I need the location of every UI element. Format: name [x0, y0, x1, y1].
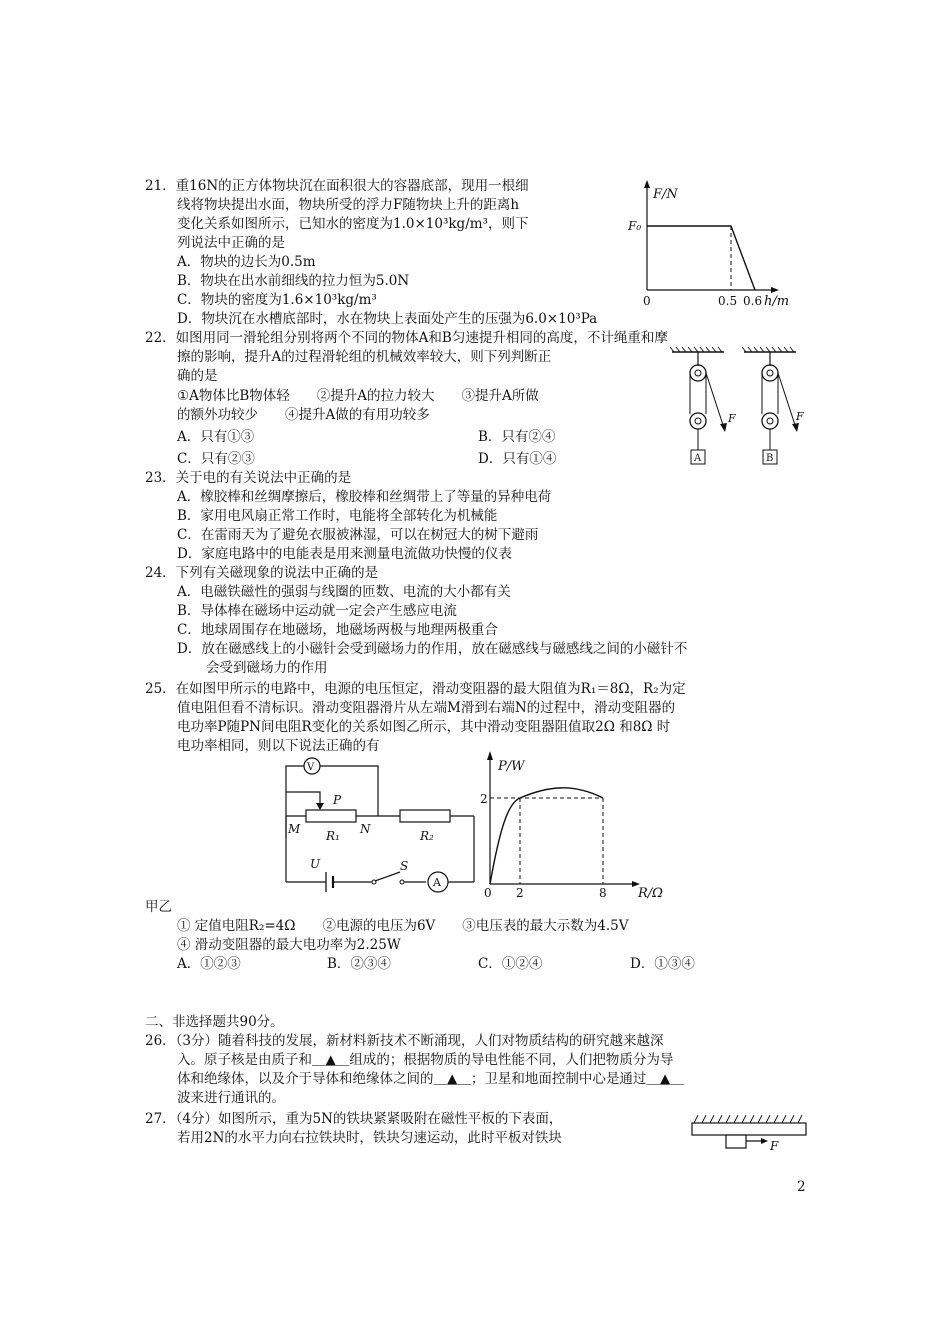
q21-option-a: A．物块的边长为0.5m — [177, 254, 316, 270]
q21-y-label: F/N — [653, 187, 678, 202]
q22-option-a: A．只有①③ — [177, 429, 255, 445]
q22-statement-2: 的额外功较少 ④提升A做的有用功较多 — [177, 407, 430, 423]
q25-figure-caption: 甲乙 — [145, 899, 172, 915]
q25-source-u: U — [310, 857, 321, 871]
q24-option-c: C．地球周围存在地磁场，地磁场两极与地理两极重合 — [177, 622, 498, 638]
q21-origin: 0 — [643, 294, 651, 308]
q27-force-label: F — [770, 1139, 779, 1153]
q25-line-2: 值电阻但看不清标识。滑动变阻器滑片从左端M滑到右端N的过程中，滑动变阻器的 — [177, 700, 676, 716]
q25-option-c: C．①②④ — [478, 956, 543, 972]
q21-x-tick-2: 0.6 — [743, 294, 763, 308]
q22-box-b: B — [766, 453, 774, 464]
q25-terminal-m: M — [288, 822, 301, 836]
q25-y-label: P/W — [498, 759, 525, 774]
q21-y-tick: F₀ — [628, 219, 642, 233]
q22-force-label-left: F — [728, 412, 736, 425]
q25-x-tick-1: 2 — [516, 886, 524, 900]
q24-option-d-cont: 会受到磁场力的作用 — [206, 660, 328, 676]
q27-magnet-figure — [688, 1112, 808, 1154]
q26-line-2: 入。原子核是由质子和＿▲＿组成的；根据物质的导电性能不同，人们把物质分为导 — [177, 1052, 674, 1068]
q25-slider-p: P — [333, 793, 342, 807]
q23-option-b: B．家用电风扇正常工作时，电能将全部转化为机械能 — [177, 508, 498, 524]
q22-statement-1: ①A物体比B物体轻 ②提升A的拉力较大 ③提升A所做 — [177, 388, 539, 404]
q21-line-1: 21．重16N的正方体物块沉在面积很大的容器底部，现用一根细 — [145, 178, 529, 194]
q26-line-4: 波来进行通讯的。 — [177, 1090, 285, 1106]
q25-statement-2: ④ 滑动变阻器的最大电功率为2.25W — [177, 937, 401, 953]
q21-option-b: B．物块在出水前细线的拉力恒为5.0N — [177, 273, 410, 289]
q22-option-b: B．只有②④ — [478, 429, 556, 445]
q25-ammeter[interactable]: A — [433, 876, 441, 889]
q23-stem: 23．关于电的有关说法中正确的是 — [145, 470, 352, 486]
q27-line-1: 27．（4分）如图所示，重为5N的铁块紧紧吸附在磁性平板的下表面， — [145, 1111, 563, 1127]
q24-option-d: D．放在磁感线上的小磁针会受到磁场力的作用，放在磁感线与磁感线之间的小磁针不 — [177, 641, 688, 657]
q22-force-label-right: F — [796, 410, 804, 423]
q22-line-1: 22．如图用同一滑轮组分别将两个不同的物体A和B匀速提升相同的高度，不计绳重和摩 — [145, 330, 668, 346]
q25-option-a: A．①②③ — [177, 956, 241, 972]
q24-option-b: B．导体棒在磁场中运动就一定会产生感应电流 — [177, 603, 457, 619]
q25-switch-s: S — [400, 859, 409, 873]
q25-r2-label: R₂ — [420, 829, 434, 843]
q25-circuit-figure — [278, 760, 478, 895]
q22-line-2: 擦的影响，提升A的过程滑轮组的机械效率较大，则下列判断正 — [177, 349, 552, 365]
q22-option-c: C．只有②③ — [177, 451, 255, 467]
q25-line-3: 电功率P随PN间电阻R变化的关系如图乙所示，其中滑动变阻器阻值取2Ω 和8Ω 时 — [177, 719, 671, 735]
q25-y-tick: 2 — [480, 792, 488, 806]
q25-option-d: D．①③④ — [630, 956, 695, 972]
q21-force-graph — [625, 178, 790, 310]
q25-option-b: B．②③④ — [327, 956, 391, 972]
q23-option-c: C．在雷雨天为了避免衣服被淋湿，可以在树冠大的树下避雨 — [177, 527, 539, 543]
q21-line-4: 列说法中正确的是 — [177, 235, 285, 251]
q25-line-1: 25．在如图甲所示的电路中，电源的电压恒定，滑动变阻器的最大阻值为R₁＝8Ω，R₂为定 — [145, 681, 686, 697]
q21-x-tick-1: 0.5 — [718, 294, 738, 308]
q25-x-label: R/Ω — [638, 886, 663, 901]
q25-line-4: 电功率相同，则以下说法正确的有 — [177, 738, 380, 754]
q25-voltmeter[interactable]: V — [307, 762, 315, 773]
q23-option-a: A．橡胶棒和丝绸摩擦后，橡胶棒和丝绸带上了等量的异种电荷 — [177, 489, 552, 505]
q25-terminal-n: N — [360, 822, 371, 836]
q25-power-graph — [478, 748, 668, 901]
q21-x-label: h/m — [764, 294, 790, 309]
q24-option-a: A．电磁铁磁性的强弱与线圈的匝数、电流的大小都有关 — [177, 584, 511, 600]
section-heading: 二、非选择题共90分。 — [145, 1014, 284, 1030]
q25-origin: 0 — [484, 886, 492, 900]
q22-option-d: D．只有①④ — [478, 451, 557, 467]
q23-option-d: D．家庭电路中的电能表是用来测量电流做功快慢的仪表 — [177, 546, 512, 562]
q21-option-d: D．物块沉在水槽底部时，水在物块上表面处产生的压强为6.0×10³Pa — [177, 311, 598, 327]
q26-line-1: 26．（3分）随着科技的发展，新材料新技术不断涌现，人们对物质结构的研究越来越深 — [145, 1033, 664, 1049]
q26-line-3: 体和绝缘体，以及介于导体和绝缘体之间的＿▲＿；卫星和地面控制中心是通过＿▲＿ — [177, 1071, 684, 1087]
q27-line-2: 若用2N的水平力向右拉铁块时，铁块匀速运动，此时平板对铁块 — [177, 1130, 562, 1146]
q22-pulley-figure — [668, 346, 803, 472]
page-number: 2 — [797, 1179, 806, 1195]
q22-line-3: 确的是 — [177, 368, 218, 384]
q22-box-a: A — [694, 453, 702, 464]
q25-x-tick-2: 8 — [599, 886, 607, 900]
q21-line-3: 变化关系如图所示，已知水的密度为1.0×10³kg/m³，则下 — [177, 216, 529, 232]
q24-stem: 24．下列有关磁现象的说法中正确的是 — [145, 565, 379, 581]
q25-r1-label: R₁ — [326, 829, 340, 843]
q25-statement-1: ① 定值电阻R₂=4Ω ②电源的电压为6V ③电压表的最大示数为4.5V — [177, 918, 629, 934]
q21-option-c: C．物块的密度为1.6×10³kg/m³ — [177, 292, 377, 308]
q21-line-2: 线将物块提出水面，物块所受的浮力F随物块上升的距离h — [177, 197, 520, 213]
